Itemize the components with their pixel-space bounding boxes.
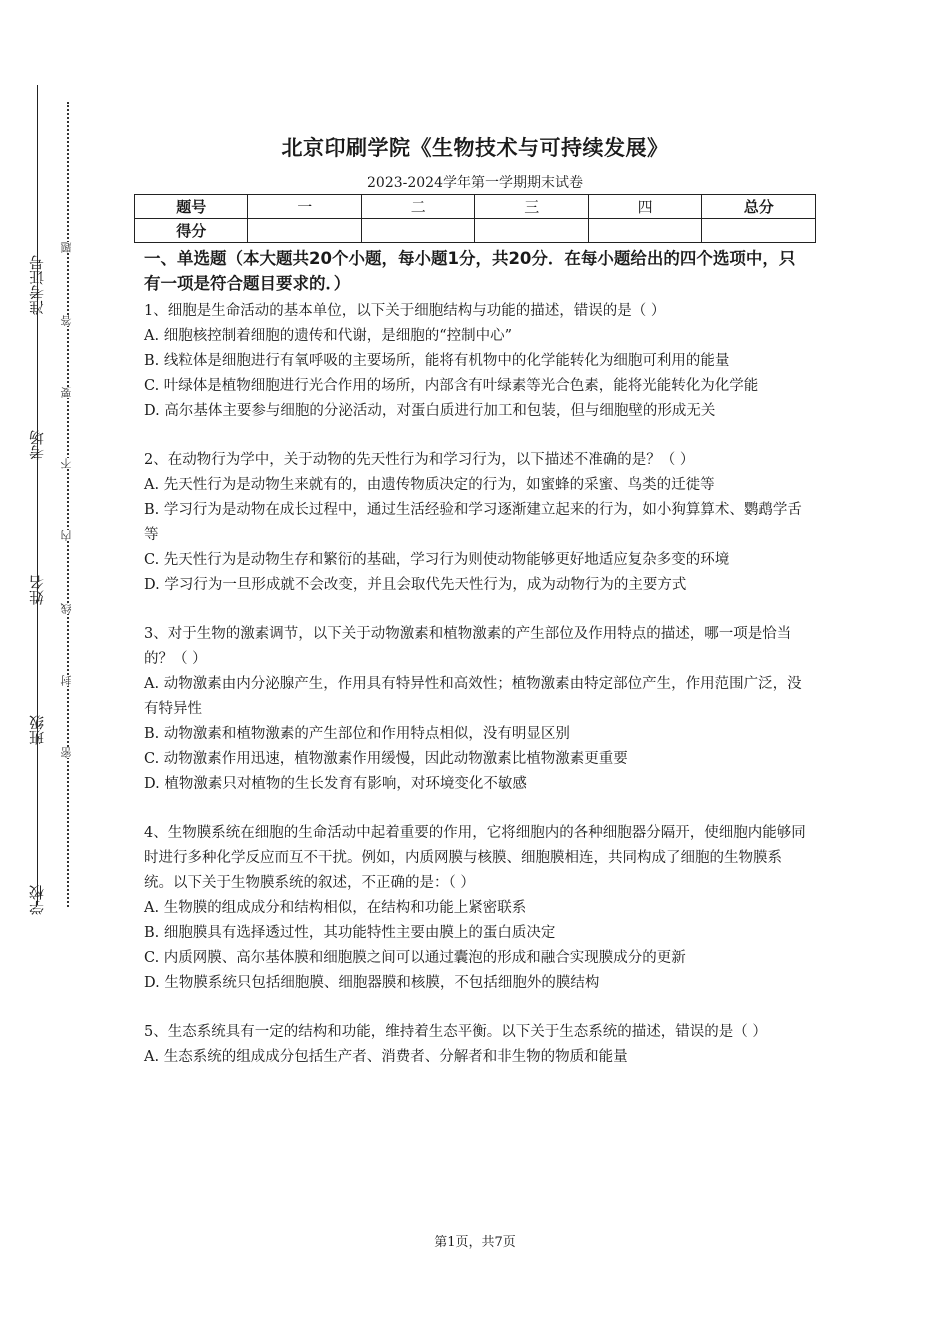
question-stem: 4、生物膜系统在细胞的生命活动中起着重要的作用，它将细胞内的各种细胞器分隔开，使细胞内能够同时进行多种化学反应而互不干扰。例如，内质网膜与核膜、细胞膜相连，共同构成了细胞的生物膜系统。以下关于生物膜系统的叙述，不正确的是：（ ） (144, 825, 806, 891)
binding-dotted-line (67, 102, 69, 907)
question-stem: 3、对于生物的激素调节，以下关于动物激素和植物激素的产生部位及作用特点的描述，哪一项是恰当的？（ ） (144, 626, 792, 667)
question-option: D. 生物膜系统只包括细胞膜、细胞器膜和核膜，不包括细胞外的膜结构 (144, 975, 600, 991)
binding-seal-char: 内 (60, 530, 73, 541)
question-option: B. 动物激素和植物激素的产生部位和作用特点相似，没有明显区别 (144, 726, 570, 742)
score-table (134, 194, 816, 243)
score-header-cell: 三 (475, 195, 588, 219)
exam-content (144, 246, 808, 1094)
score-cell[interactable] (588, 219, 701, 243)
question-option: A. 细胞核控制着细胞的遗传和代谢，是细胞的“控制中心” (144, 328, 513, 344)
question-option: A. 生物膜的组成成分和结构相似，在结构和功能上紧密联系 (144, 900, 527, 916)
binding-seal-char: 题 (60, 242, 73, 253)
binding-field-name: 姓名 (28, 575, 46, 605)
score-cell[interactable] (475, 219, 588, 243)
question-stem: 2、在动物行为学中，关于动物的先天性行为和学习行为，以下描述不准确的是？（ ） (144, 452, 695, 468)
question-option: D. 高尔基体主要参与细胞的分泌活动，对蛋白质进行加工和包装，但与细胞壁的形成无关 (144, 403, 716, 419)
binding-field-exam-room: 考场 (28, 430, 46, 460)
question-option: A. 生态系统的组成成分包括生产者、消费者、分解者和非生物的物质和能量 (144, 1049, 628, 1065)
question-stem: 1、细胞是生命活动的基本单位，以下关于细胞结构与功能的描述，错误的是（ ） (144, 303, 666, 319)
question-option: C. 动物激素作用迅速，植物激素作用缓慢，因此动物激素比植物激素更重要 (144, 751, 628, 767)
question-option: A. 动物激素由内分泌腺产生，作用具有特异性和高效性；植物激素由特定部位产生，作用范围广泛，没有特异性 (144, 676, 802, 717)
score-header-cell: 总分 (702, 195, 816, 219)
score-cell[interactable] (248, 219, 361, 243)
binding-seal-char: 线 (60, 603, 73, 614)
question-option: D. 学习行为一旦形成就不会改变，并且会取代先天性行为，成为动物行为的主要方式 (144, 577, 687, 593)
score-header-cell: 一 (248, 195, 361, 219)
question-option: B. 线粒体是细胞进行有氧呼吸的主要场所，能将有机物中的化学能转化为细胞可利用的能量 (144, 353, 730, 369)
binding-solid-line (37, 85, 38, 905)
question (144, 622, 808, 797)
score-cell[interactable] (702, 219, 816, 243)
question-option: B. 学习行为是动物在成长过程中，通过生活经验和学习逐渐建立起来的行为，如小狗算算术、鹦鹉学舌等 (144, 502, 802, 543)
question-option: A. 先天性行为是动物生来就有的，由遗传物质决定的行为，如蜜蜂的采蜜、鸟类的迁徙等 (144, 477, 715, 493)
question (144, 299, 808, 424)
score-table-score-row (135, 219, 816, 243)
score-header-cell: 四 (588, 195, 701, 219)
score-table-header-row (135, 195, 816, 219)
binding-seal-char: 不 (60, 458, 73, 469)
section-heading: 一、单选题（本大题共20个小题，每小题1分，共20分．在每小题给出的四个选项中，只有一项是符合题目要求的．） (144, 249, 796, 293)
question-option: B. 细胞膜具有选择透过性，其功能特性主要由膜上的蛋白质决定 (144, 925, 556, 941)
binding-seal-char: 密 (60, 747, 73, 758)
question-option: D. 植物激素只对植物的生长发育有影响，对环境变化不敏感 (144, 776, 527, 792)
question (144, 1020, 808, 1070)
score-row-label: 得分 (135, 219, 248, 243)
exam-subtitle: 2023-2024学年第一学期期末试卷 (367, 175, 583, 191)
page-footer: 第1页，共7页 (434, 1235, 516, 1250)
question (144, 448, 808, 598)
binding-seal-char: 答 (60, 315, 73, 326)
score-header-cell: 题号 (135, 195, 248, 219)
binding-seal-char: 要 (60, 387, 73, 398)
question-option: C. 内质网膜、高尔基体膜和细胞膜之间可以通过囊泡的形成和融合实现膜成分的更新 (144, 950, 686, 966)
binding-seal-char: 封 (60, 675, 73, 686)
question (144, 821, 808, 996)
question-option: C. 先天性行为是动物生存和繁衍的基础，学习行为则使动物能够更好地适应复杂多变的环境 (144, 552, 730, 568)
score-header-cell: 二 (361, 195, 474, 219)
question-option: C. 叶绿体是植物细胞进行光合作用的场所，内部含有叶绿素等光合色素，能将光能转化为化学能 (144, 378, 759, 394)
score-cell[interactable] (361, 219, 474, 243)
binding-field-class: 班级 (28, 715, 46, 745)
exam-title: 北京印刷学院《生物技术与可持续发展》 (281, 136, 669, 160)
binding-field-exam-number: 准考证号 (28, 255, 46, 315)
binding-field-school: 学校 (28, 885, 46, 915)
question-stem: 5、生态系统具有一定的结构和功能，维持着生态平衡。以下关于生态系统的描述，错误的是（ ） (144, 1024, 767, 1040)
